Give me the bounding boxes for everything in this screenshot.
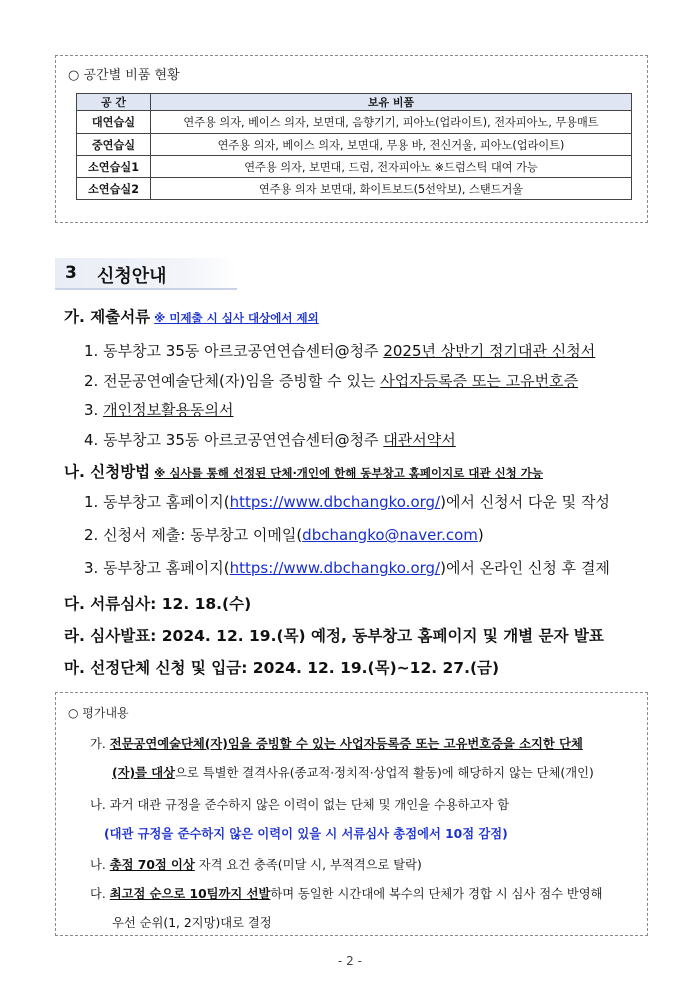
list-item xyxy=(84,491,610,512)
header-space: 공 간 xyxy=(77,94,151,111)
item-text: 3. 동부창고 홈페이지( xyxy=(84,559,230,577)
item-text: ) xyxy=(477,526,484,544)
section-number: 3 xyxy=(65,263,77,283)
eval-item-d-cont: 우선 순위(1, 2지망)대로 결정 xyxy=(112,916,272,930)
facilities-title: ○ 공간별 비품 현황 xyxy=(68,68,180,83)
item-underlined: 개인정보활용동의서 xyxy=(103,401,234,419)
eval-item-a xyxy=(90,734,583,752)
eval-text: 하며 동일한 시간대에 복수의 단체가 경합 시 심사 점수 반영해 xyxy=(270,887,603,901)
space-cell: 중연습실 xyxy=(77,134,151,156)
list-item xyxy=(84,370,578,391)
eval-item-a-cont xyxy=(112,763,594,781)
eval-penalty-note: (대관 규정을 준수하지 않은 이력이 있을 시 서류심사 총점에서 10점 감점) xyxy=(104,827,508,841)
item-text: 2. 신청서 제출: 동부창고 이메일( xyxy=(84,526,303,544)
item-text: 4. 동부창고 35동 아르코공연연습센터@청주 xyxy=(84,431,384,449)
eval-bold: 최고점 순으로 10팀까지 선발 xyxy=(109,887,271,901)
space-cell: 대연습실 xyxy=(77,111,151,134)
facilities-table xyxy=(76,93,632,200)
eval-text: 으로 특별한 결격사유(종교적·정치적·상업적 활동)에 해당하지 않는 단체(개인) xyxy=(175,766,594,780)
list-item xyxy=(84,429,456,450)
item-text: )에서 온라인 신청 후 결제 xyxy=(440,559,610,577)
homepage-link[interactable]: https://www.dbchangko.org/ xyxy=(229,493,441,511)
item-marker: 가. xyxy=(90,737,106,751)
items-cell: 연주용 의자, 베이스 의자, 보면대, 음향기기, 피아노(업라이트), 전자피아노, 무용매트 xyxy=(151,111,632,134)
table-row xyxy=(77,178,632,200)
facilities-box xyxy=(55,55,648,223)
method-heading: 나. 신청방법 xyxy=(64,463,151,481)
documents-heading: 가. 제출서류 xyxy=(64,308,151,326)
table-header-row xyxy=(77,94,632,111)
item-text: 2. 전문공연예술단체(자)임을 증빙할 수 있는 xyxy=(84,372,381,390)
table-row xyxy=(77,134,632,156)
items-cell: 연주용 의자, 베이스 의자, 보면대, 무용 바, 전신거울, 피아노(업라이트) xyxy=(151,134,632,156)
section-header xyxy=(55,258,237,290)
item-marker: 나. xyxy=(90,798,106,812)
item-text: 1. 동부창고 홈페이지( xyxy=(84,493,230,511)
item-text: )에서 신청서 다운 및 작성 xyxy=(440,493,610,511)
announcement-date: 라. 심사발표: 2024. 12. 19.(목) 예정, 동부창고 홈페이지 및 개별 문자 발표 xyxy=(64,627,604,645)
items-cell: 연주용 의자 보면대, 화이트보드(5선악보), 스탠드거울 xyxy=(151,178,632,200)
eval-item-b xyxy=(90,795,509,813)
eval-bold: 총점 70점 이상 xyxy=(109,858,195,872)
section-title: 신청안내 xyxy=(97,266,167,287)
review-date: 다. 서류심사: 12. 18.(수) xyxy=(64,595,252,613)
eval-item-c xyxy=(90,855,422,873)
page-number: - 2 - xyxy=(338,954,362,968)
email-link[interactable]: dbchangko@naver.com xyxy=(302,526,478,544)
item-text: 3. xyxy=(84,401,104,419)
space-cell: 소연습실2 xyxy=(77,178,151,200)
method-note: ※ 심사를 통해 선정된 단체·개인에 한해 동부창고 홈페이지로 대관 신청 가능 xyxy=(154,466,544,480)
payment-date: 마. 선정단체 신청 및 입금: 2024. 12. 19.(목)~12. 27.(금) xyxy=(64,659,500,677)
header-items: 보유 비품 xyxy=(151,94,632,111)
documents-heading-line xyxy=(64,305,319,327)
item-text: 1. 동부창고 35동 아르코공연연습센터@청주 xyxy=(84,342,384,360)
list-item xyxy=(84,399,234,420)
evaluation-title: ○ 평가내용 xyxy=(68,706,129,720)
list-item xyxy=(84,557,610,578)
item-marker: 나. xyxy=(90,858,106,872)
space-cell: 소연습실1 xyxy=(77,156,151,178)
eval-text: 과거 대관 규정을 준수하지 않은 이력이 없는 단체 및 개인을 수용하고자 함 xyxy=(109,798,510,812)
evaluation-box xyxy=(55,692,648,936)
item-underlined: 대관서약서 xyxy=(383,431,456,449)
eval-bold: 전문공연예술단체(자)임을 증빙할 수 있는 사업자등록증 또는 고유번호증을 소지한 단체 xyxy=(109,737,583,751)
list-item xyxy=(84,340,595,361)
item-marker: 다. xyxy=(90,887,106,901)
table-row xyxy=(77,111,632,134)
list-item xyxy=(84,524,484,545)
item-underlined: 사업자등록증 또는 고유번호증 xyxy=(380,372,579,390)
items-cell: 연주용 의자, 보면대, 드럼, 전자피아노 ※드럼스틱 대여 가능 xyxy=(151,156,632,178)
documents-note: ※ 미제출 시 심사 대상에서 제외 xyxy=(154,311,319,325)
method-heading-line xyxy=(64,460,543,482)
homepage-link[interactable]: https://www.dbchangko.org/ xyxy=(229,559,441,577)
item-underlined: 2025년 상반기 정기대관 신청서 xyxy=(383,342,596,360)
table-row xyxy=(77,156,632,178)
eval-text: 자격 요건 충족(미달 시, 부적격으로 탈락) xyxy=(194,858,422,872)
eval-bold: (자)를 대상 xyxy=(112,766,176,780)
eval-item-d xyxy=(90,884,603,902)
